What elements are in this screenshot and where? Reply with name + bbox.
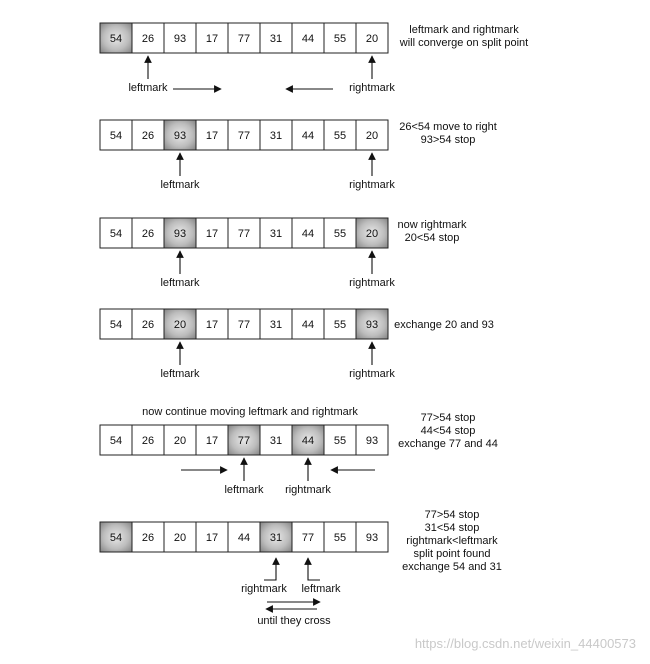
cell-value: 93 [365, 532, 379, 544]
step-4 [100, 309, 494, 380]
cell-value: 54 [109, 532, 123, 544]
cell-value: 93 [173, 228, 187, 240]
cell-value: 26 [141, 130, 155, 142]
cell-value: 55 [333, 33, 347, 45]
step-description [398, 412, 498, 450]
pointer-label: rightmark [285, 484, 331, 496]
description-line: now rightmark [397, 219, 467, 231]
cell-value: 44 [301, 228, 315, 240]
cell-value: 20 [173, 435, 187, 447]
cell-value: 54 [109, 319, 123, 331]
description-line: exchange 54 and 31 [402, 561, 502, 573]
cell-value: 55 [333, 532, 347, 544]
cell-value: 77 [237, 435, 251, 447]
cell-value: 17 [205, 435, 219, 447]
description-line: exchange 20 and 93 [394, 319, 494, 331]
step-description [397, 219, 467, 244]
cell-value: 20 [173, 532, 187, 544]
cell-value: 44 [301, 33, 315, 45]
step-5 [100, 406, 498, 496]
cell-value: 31 [269, 228, 283, 240]
watermark: https://blog.csdn.net/weixin_44400573 [414, 636, 636, 651]
cell-value: 26 [141, 435, 155, 447]
description-line: 31<54 stop [424, 522, 480, 534]
pointer-label: leftmark [160, 179, 200, 191]
cell-value: 20 [365, 33, 379, 45]
cell-value: 55 [333, 228, 347, 240]
description-line: leftmark and rightmark [409, 24, 519, 36]
description-line: 93>54 stop [420, 134, 476, 146]
cell-value: 77 [301, 532, 315, 544]
step-2 [100, 120, 497, 191]
cell-value: 44 [237, 532, 251, 544]
pointer-label: leftmark [160, 368, 200, 380]
footer-caption: until they cross [257, 615, 331, 627]
pointer-label: rightmark [349, 277, 395, 289]
pointer-arrow [308, 558, 320, 580]
cell-value: 31 [269, 319, 283, 331]
description-line: 44<54 stop [420, 425, 476, 437]
cell-value: 55 [333, 435, 347, 447]
cell-value: 44 [301, 130, 315, 142]
cell-value: 93 [173, 130, 187, 142]
step-description [394, 319, 494, 331]
description-line: 26<54 move to right [399, 121, 497, 133]
step-6 [100, 509, 502, 627]
cell-value: 93 [365, 319, 379, 331]
cell-value: 54 [109, 435, 123, 447]
step-description [399, 121, 497, 146]
step-3 [100, 218, 467, 289]
cell-value: 55 [333, 319, 347, 331]
pointer-label: rightmark [241, 583, 287, 595]
cell-value: 20 [365, 130, 379, 142]
cell-value: 17 [205, 130, 219, 142]
cell-value: 54 [109, 33, 123, 45]
cell-value: 77 [237, 228, 251, 240]
step-description [402, 509, 502, 573]
cell-value: 26 [141, 532, 155, 544]
cell-value: 31 [269, 33, 283, 45]
description-line: rightmark<leftmark [406, 535, 498, 547]
cell-value: 17 [205, 319, 219, 331]
cell-value: 17 [205, 228, 219, 240]
cell-value: 26 [141, 319, 155, 331]
step-1 [100, 23, 528, 94]
step-heading: now continue moving leftmark and rightmark [142, 406, 358, 418]
pointer-label: leftmark [160, 277, 200, 289]
cell-value: 17 [205, 532, 219, 544]
cell-value: 20 [365, 228, 379, 240]
pointer-label: rightmark [349, 82, 395, 94]
pointer-arrow [264, 558, 276, 580]
pointer-label: leftmark [301, 583, 341, 595]
cell-value: 31 [269, 532, 283, 544]
description-line: will converge on split point [399, 37, 529, 49]
pointer-label: rightmark [349, 368, 395, 380]
cell-value: 77 [237, 33, 251, 45]
cell-value: 54 [109, 228, 123, 240]
step-description [399, 24, 528, 49]
cell-value: 77 [237, 319, 251, 331]
cell-value: 31 [269, 435, 283, 447]
cell-value: 44 [301, 435, 315, 447]
cell-value: 93 [365, 435, 379, 447]
description-line: split point found [413, 548, 491, 560]
cell-value: 77 [237, 130, 251, 142]
cell-value: 17 [205, 33, 219, 45]
cell-value: 93 [173, 33, 187, 45]
cell-value: 44 [301, 319, 315, 331]
cell-value: 26 [141, 33, 155, 45]
description-line: 77>54 stop [420, 412, 476, 424]
cell-value: 55 [333, 130, 347, 142]
cell-value: 20 [173, 319, 187, 331]
cell-value: 54 [109, 130, 123, 142]
description-line: 77>54 stop [424, 509, 480, 521]
cell-value: 31 [269, 130, 283, 142]
cell-value: 26 [141, 228, 155, 240]
description-line: exchange 77 and 44 [398, 438, 498, 450]
pointer-label: leftmark [128, 82, 168, 94]
description-line: 20<54 stop [404, 232, 460, 244]
pointer-label: rightmark [349, 179, 395, 191]
pointer-label: leftmark [224, 484, 264, 496]
